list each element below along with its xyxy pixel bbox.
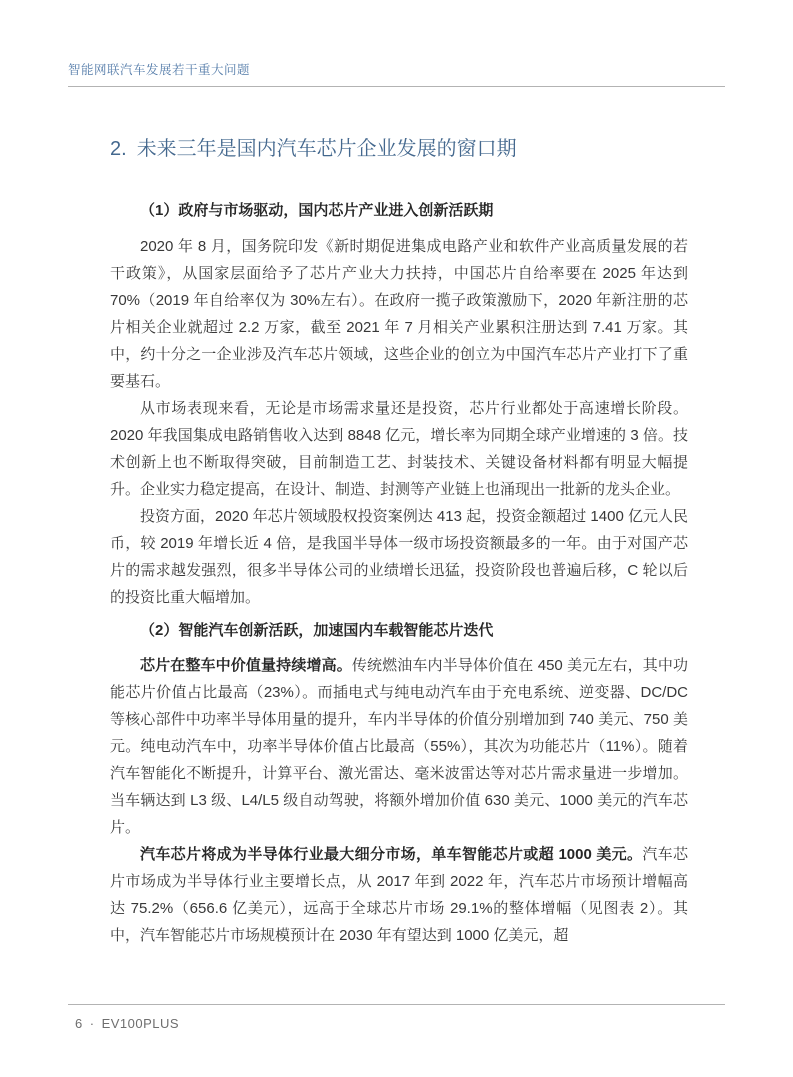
paragraph-investment	[110, 503, 688, 611]
footer-separator: ·	[89, 1016, 95, 1031]
footer-brand: EV100PLUS	[101, 1016, 180, 1031]
page-body	[110, 134, 688, 949]
paragraph-market-growth	[110, 395, 688, 503]
running-header-title: 智能网联汽车发展若干重大问题	[68, 63, 251, 77]
section-number: 2.	[110, 138, 127, 160]
page-number: 6	[75, 1016, 83, 1031]
paragraph-text: 从市场表现来看，无论是市场需求量还是投资，芯片行业都处于高速增长阶段。2020 年我国集成电路销售收入达到 8848 亿元，增长率为同期全球产业增速的 3 倍。技术创新上也不断取得突破，目前制造工艺、封装技术、关键设备材料都有明显大幅提升。企业实力稳定提高，在设计、制造、封测等产业链上也涌现出一批新的龙头企业。	[110, 400, 688, 498]
paragraph-chip-value	[110, 652, 688, 841]
paragraph-lead: 芯片在整车中价值量持续增高。	[140, 657, 352, 674]
subsection-heading-2: （2）智能汽车创新活跃，加速国内车载智能芯片迭代	[140, 622, 494, 639]
paragraph-market-segment	[110, 841, 688, 949]
paragraph-text: 2020 年 8 月，国务院印发《新时期促进集成电路产业和软件产业高质量发展的若干政策》，从国家层面给予了芯片产业大力扶持，中国芯片自给率要在 2025 年达到 70%（2019 年自给率仅为 30%左右）。在政府一揽子政策激励下，2020 年新注册的芯片相关企业就超过 2.2 万家，截至 2021 年 7 月相关产业累积注册达到 7.41 万家。其中，约十分之一企业涉及汽车芯片领域，这些企业的创立为中国汽车芯片产业打下了重要基石。	[110, 238, 688, 390]
page-header	[68, 62, 725, 78]
section-title-text: 未来三年是国内汽车芯片企业发展的窗口期	[136, 138, 517, 160]
paragraph-lead: 汽车芯片将成为半导体行业最大细分市场，单车智能芯片或超 1000 美元。	[140, 846, 643, 863]
footer-divider	[68, 1004, 725, 1005]
paragraph-text: 投资方面，2020 年芯片领域股权投资案例达 413 起，投资金额超过 1400 亿元人民币，较 2019 年增长近 4 倍，是我国半导体一级市场投资额最多的一年。由于对国产芯片的需求越发强烈，很多半导体公司的业绩增长迅猛，投资阶段也普遍后移，C 轮以后的投资比重大幅增加。	[110, 508, 688, 606]
page-footer	[75, 1016, 725, 1031]
paragraph-text: 传统燃油车内半导体价值在 450 美元左右，其中功能芯片价值占比最高（23%）。而插电式与纯电动汽车由于充电系统、逆变器、DC/DC 等核心部件中功率半导体用量的提升，车内半导体的价值分别增加到 740 美元、750 美元。纯电动汽车中，功率半导体价值占比最高（55%），其次为功能芯片（11%）。随着汽车智能化不断提升，计算平台、激光雷达、毫米波雷达等对芯片需求量进一步增加。当车辆达到 L3 级、L4/L5 级自动驾驶，将额外增加价值 630 美元、1000 美元的汽车芯片。	[110, 657, 688, 836]
subsection-heading-1: （1）政府与市场驱动，国内芯片产业进入创新活跃期	[140, 202, 494, 219]
paragraph-policy-support	[110, 233, 688, 395]
page-title	[110, 134, 688, 164]
paragraph-text: 汽车芯片市场成为半导体行业主要增长点，从 2017 年到 2022 年，汽车芯片市场预计增幅高达 75.2%（656.6 亿美元），远高于全球芯片市场 29.1%的整体增幅（见图表 2）。其中，汽车智能芯片市场规模预计在 2030 年有望达到 1000 亿美元，超	[110, 846, 688, 944]
header-divider	[68, 86, 725, 87]
